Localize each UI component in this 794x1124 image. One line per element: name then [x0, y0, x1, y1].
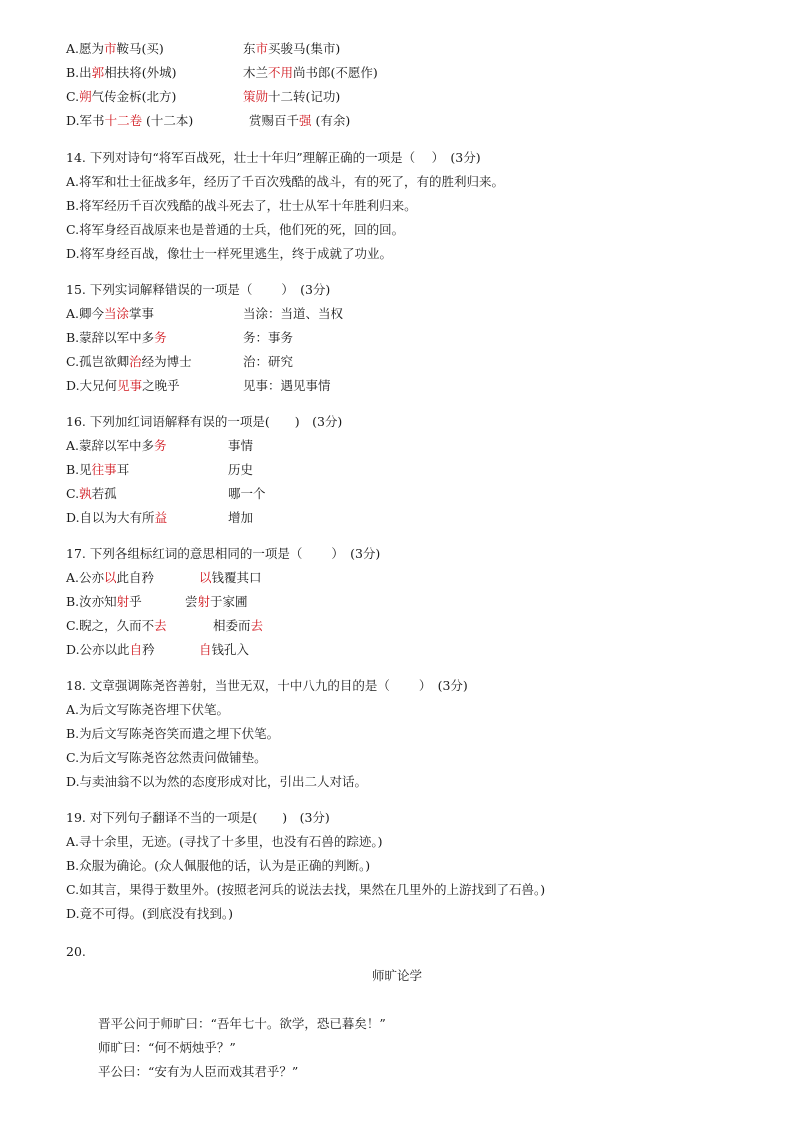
highlighted-word: 益 — [154, 510, 168, 525]
option-text: 买骏马(集市) — [268, 41, 341, 56]
option-text: 鞍马(买) — [116, 41, 164, 56]
highlighted-word: 郭 — [91, 65, 105, 80]
q13-option-phrase-b — [249, 113, 350, 129]
q16-option-gloss — [228, 462, 253, 478]
option-text: A.愿为 — [66, 41, 105, 56]
q17-option-phrase-b — [185, 594, 248, 610]
option-text: C.孤岂欲卿 — [66, 354, 130, 369]
q16-option-gloss — [228, 510, 253, 526]
q15-option-gloss — [243, 354, 293, 370]
q13-option-phrase-a — [66, 65, 176, 81]
q13-option-phrase-b — [243, 89, 340, 105]
gloss-text: 历史 — [228, 462, 254, 477]
q15-option-gloss — [243, 378, 331, 394]
option-text: A.公亦 — [66, 570, 105, 585]
highlighted-word: 去 — [154, 618, 167, 633]
option-text: D.大兄何 — [66, 378, 118, 393]
gloss-text: 当涂：当道、当权 — [243, 306, 344, 321]
q15-option-gloss — [243, 306, 343, 322]
option-text: 乎 — [129, 594, 142, 609]
question-19-option-a: A.寻十余里，无迹。(寻找了十多里，也没有石兽的踪迹。) — [66, 834, 383, 849]
question-19-option-c: C.如其言，果得于数里外。(按照老河兵的说法去找，果然在几里外的上游找到了石兽。) — [66, 882, 546, 897]
highlighted-word: 往事 — [91, 462, 117, 477]
highlighted-word: 射 — [116, 594, 130, 609]
highlighted-word: 以 — [104, 570, 117, 585]
question-18-option-a: A.为后文写陈尧咨埋下伏笔。 — [66, 702, 230, 717]
question-19-option-b: B.众服为确论。(众人佩服他的话，认为是正确的判断。) — [66, 858, 371, 873]
question-14-option-d: D.将军身经百战，像壮士一样死里逃生，终于成就了功业。 — [66, 246, 393, 261]
question-20-number: 20. — [66, 944, 86, 959]
question-18-option-b: B.为后文写陈尧咨笑而遣之埋下伏笔。 — [66, 726, 280, 741]
gloss-text: 务：事务 — [243, 330, 294, 345]
question-16-stem: 16. 下列加红词语解释有误的一项是( ) (3分) — [66, 414, 343, 429]
option-text: 钱孔入 — [211, 642, 250, 657]
gloss-text: 见事：遇见事情 — [243, 378, 331, 393]
q17-option-phrase-a — [66, 594, 142, 610]
q15-option-phrase — [66, 306, 154, 322]
q16-option-phrase — [66, 462, 129, 478]
q16-option-phrase — [66, 486, 117, 502]
option-text: C.睨之，久而不 — [66, 618, 155, 633]
gloss-text: 增加 — [228, 510, 254, 525]
passage-line-3: 平公曰：“安有为人臣而戏其君乎？” — [98, 1064, 299, 1079]
option-text: 木兰 — [243, 65, 269, 80]
highlighted-word: 以 — [199, 570, 212, 585]
question-18-option-c: C.为后文写陈尧咨忿然责问做铺垫。 — [66, 750, 267, 765]
option-text: 赏赐百千 — [249, 113, 300, 128]
q15-option-phrase — [66, 354, 192, 370]
highlighted-word: 见事 — [117, 378, 143, 393]
highlighted-word: 务 — [154, 330, 167, 345]
q13-option-phrase-b — [243, 41, 340, 57]
option-text: 相委而 — [213, 618, 251, 633]
question-14-option-c: C.将军身经百战原来也是普通的士兵，他们死的死，回的回。 — [66, 222, 405, 237]
option-text: 之晚乎 — [142, 378, 180, 393]
q15-option-phrase — [66, 330, 167, 346]
highlighted-word: 孰 — [79, 486, 92, 501]
option-text: 于家圃 — [210, 594, 248, 609]
q13-option-phrase-b — [243, 65, 378, 81]
option-text: B.蒙辞以军中多 — [66, 330, 155, 345]
q15-option-phrase — [66, 378, 180, 394]
option-text: 十二转(记功) — [268, 89, 341, 104]
question-14-option-b: B.将军经历千百次残酷的战斗死去了，壮士从军十年胜利归来。 — [66, 198, 417, 213]
option-text: 若孤 — [91, 486, 117, 501]
option-text: 耳 — [116, 462, 130, 477]
question-18-stem: 18. 文章强调陈尧咨善射，当世无双，十中八九的目的是（ ） (3分) — [66, 678, 468, 693]
question-18-option-d: D.与卖油翁不以为然的态度形成对比，引出二人对话。 — [66, 774, 368, 789]
option-text: (有余) — [311, 113, 351, 128]
highlighted-word: 自 — [199, 642, 212, 657]
option-text: C. — [66, 486, 80, 501]
option-text: (十二本) — [142, 113, 194, 128]
q15-option-gloss — [243, 330, 293, 346]
q13-option-phrase-a — [66, 113, 193, 129]
question-15-stem: 15. 下列实词解释错误的一项是（ ） (3分) — [66, 282, 331, 297]
option-text: 气传金柝(北方) — [91, 89, 177, 104]
passage-line-1: 晋平公问于师旷曰：“吾年七十。欲学，恐已暮矣！” — [98, 1016, 386, 1031]
option-text: 掌事 — [129, 306, 155, 321]
q13-option-phrase-a — [66, 41, 164, 57]
highlighted-word: 朔 — [79, 89, 92, 104]
option-text: A.卿今 — [66, 306, 105, 321]
q17-option-phrase-a — [66, 642, 155, 658]
q17-option-phrase-a — [66, 570, 154, 586]
option-text: 此自矜 — [116, 570, 155, 585]
highlighted-word: 强 — [299, 113, 312, 128]
question-17-stem: 17. 下列各组标红词的意思相同的一项是（ ） (3分) — [66, 546, 381, 561]
option-text: B.见 — [66, 462, 92, 477]
option-text: D.自以为大有所 — [66, 510, 155, 525]
option-text: A.蒙辞以军中多 — [66, 438, 155, 453]
passage-line-2: 师旷曰：“何不炳烛乎？” — [98, 1040, 236, 1055]
highlighted-word: 治 — [129, 354, 142, 369]
q16-option-gloss — [228, 438, 253, 454]
option-text: 矜 — [142, 642, 155, 657]
option-text: D.公亦以此 — [66, 642, 130, 657]
highlighted-word: 务 — [154, 438, 167, 453]
highlighted-word: 策勋 — [243, 89, 269, 104]
question-19-stem: 19. 对下列句子翻译不当的一项是( ) (3分) — [66, 810, 330, 825]
highlighted-word: 十二卷 — [104, 113, 143, 128]
option-text: D.军书 — [66, 113, 105, 128]
highlighted-word: 射 — [197, 594, 211, 609]
q16-option-phrase — [66, 438, 167, 454]
question-19-option-d: D.竟不可得。(到底没有找到。) — [66, 906, 234, 921]
option-text: 钱覆其口 — [211, 570, 262, 585]
option-text: 东 — [243, 41, 256, 56]
option-text: B.汝亦知 — [66, 594, 117, 609]
q17-option-phrase-b — [213, 618, 263, 634]
gloss-text: 哪一个 — [228, 486, 266, 501]
highlighted-word: 去 — [250, 618, 264, 633]
highlighted-word: 市 — [255, 41, 269, 56]
highlighted-word: 当涂 — [104, 306, 130, 321]
gloss-text: 治：研究 — [243, 354, 294, 369]
highlighted-word: 不用 — [268, 65, 294, 80]
option-text: 相扶将(外城) — [104, 65, 177, 80]
q17-option-phrase-a — [66, 618, 167, 634]
option-text: B.出 — [66, 65, 92, 80]
option-text: 经为博士 — [141, 354, 192, 369]
question-14-stem: 14. 下列对诗句“将军百战死，壮士十年归”理解正确的一项是（ ） (3分) — [66, 150, 481, 165]
passage-title: 师旷论学 — [371, 968, 422, 983]
highlighted-word: 自 — [129, 642, 143, 657]
q17-option-phrase-b — [199, 570, 262, 586]
question-14-option-a: A.将军和壮士征战多年，经历了千百次残酷的战斗，有的死了，有的胜利归来。 — [66, 174, 505, 189]
option-text: 尚书郎(不愿作) — [293, 65, 378, 80]
q16-option-phrase — [66, 510, 167, 526]
option-text: 尝 — [185, 594, 198, 609]
q13-option-phrase-a — [66, 89, 176, 105]
option-text: C. — [66, 89, 80, 104]
highlighted-word: 市 — [104, 41, 117, 56]
q16-option-gloss — [228, 486, 266, 502]
q17-option-phrase-b — [199, 642, 249, 658]
gloss-text: 事情 — [228, 438, 254, 453]
